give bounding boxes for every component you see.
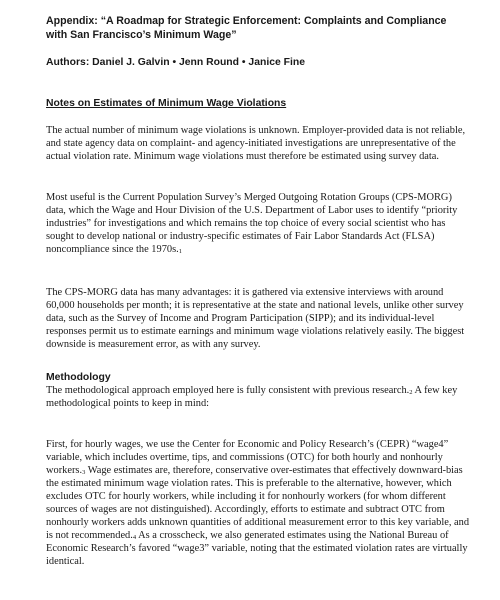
paragraph-cps-morg <box>46 191 472 256</box>
footnote-marker: 1 <box>178 248 182 255</box>
paragraph-text: The methodological approach employed here is fully consistent with previous research. <box>46 385 410 396</box>
methodology-heading: Methodology <box>46 372 111 383</box>
paragraph-methodology-intro <box>46 384 472 410</box>
document-title: Appendix: “A Roadmap for Strategic Enforcement: Complaints and Compliance with San Francisco’s Minimum Wage” <box>46 15 447 41</box>
footnote-marker: 4 <box>132 534 137 541</box>
section-heading: Notes on Estimates of Minimum Wage Violations <box>46 98 287 109</box>
paragraph-text: First, for hourly wages, we use the Center for Economic and Policy Research’s (CEPR) “wage4” variable, which includes overtime, tips, and commissions (OTC) for both hourly and nonhourly workers. <box>46 439 449 476</box>
footnote-marker: 2 <box>409 389 413 396</box>
paragraph-advantages <box>46 286 472 351</box>
paragraph-text-tail: A few key methodological points to keep in mind: <box>46 385 458 409</box>
paragraph-text: The CPS-MORG data has many advantages: it is gathered via extensive interviews with around 60,000 households per month; it is representative at the state and national levels, unlike other survey data, such as the Survey of Income and Program Participation (SIPP); and its individual-level responses permit us to estimate earnings and minimum wage violations relatively easily. The biggest downside is measurement error, as with any survey. <box>46 287 465 350</box>
paragraph-hourly-wages <box>46 438 472 568</box>
paragraph-text: Wage estimates are, therefore, conservative over-estimates that effectively downward-bias the estimated minimum wage violation rates. This is preferable to the alternative, however, which excludes OTC for hourly workers, while including it for nonhourly workers (for whom different sources of wages are not distinguished). Accordingly, efforts to estimate and subtract OTC from nonhourly workers adds unknown quantities of additional measurement error to this key variable, and is not recommended. <box>46 465 470 541</box>
paragraph-text: The actual number of minimum wage violations is unknown. Employer-provided data is not reliable, and state agency data on complaint- and agency-initiated investigations are unrepresentative of the actual violation rate. Minimum wage violations must therefore be estimated using survey data. <box>46 125 466 162</box>
paragraph-text: Most useful is the Current Population Survey’s Merged Outgoing Rotation Groups (CPS-MORG) data, which the Wage and Hour Division of the U.S. Department of Labor uses to identify “priority industries” for investigations and which remains the top choice of every social scientist who has sought to develop national or industry-specific estimates of Fair Labor Standards Act (FLSA) noncompliance since the 1970s. <box>46 192 458 255</box>
paragraph-violations-unknown <box>46 124 472 163</box>
authors-line: Authors: Daniel J. Galvin • Jenn Round • Janice Fine <box>46 57 306 68</box>
paragraph-text: As a crosscheck, we also generated estimates using the National Bureau of Economic Research’s favored “wage3” variable, noting that the estimated violation rates are virtually identical. <box>46 530 468 567</box>
footnote-marker: 3 <box>82 469 86 476</box>
